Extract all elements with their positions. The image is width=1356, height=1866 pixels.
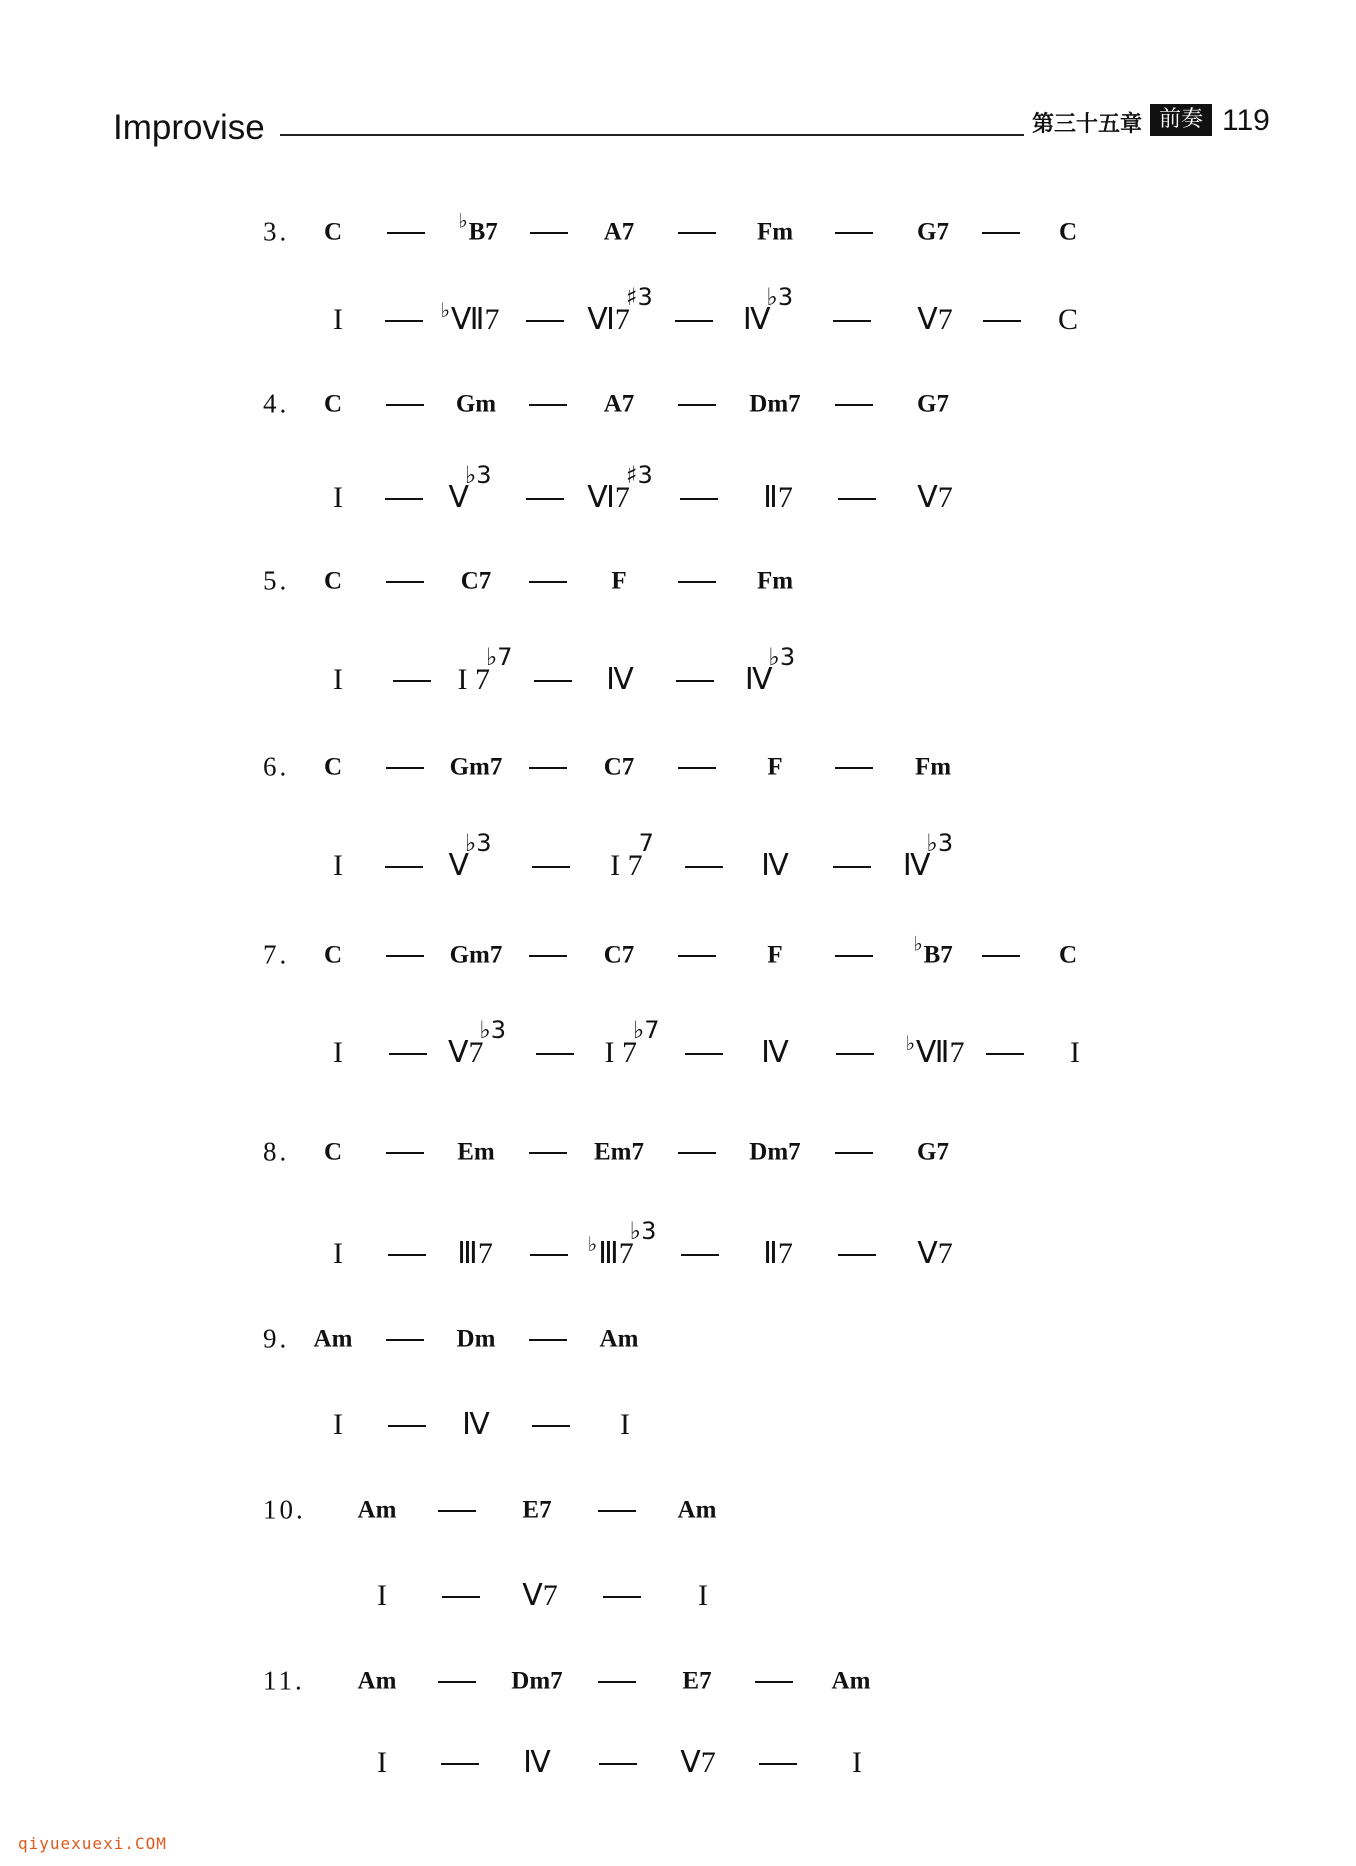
accidental: ♭ [458,208,468,233]
roman-dash [986,1053,1024,1055]
chord-symbol [324,392,342,417]
chord-dash [530,232,568,234]
roman-numeral [587,1217,657,1270]
chord-dash [755,1681,793,1683]
chord-dash [386,1152,424,1154]
roman-numeral [761,851,789,881]
roman-dash [759,1763,797,1765]
chord-symbol [1059,943,1077,968]
chord-dash [982,232,1020,234]
symbol-text: C [323,941,343,969]
chord-dash [678,404,716,406]
roman-dash [442,1596,480,1598]
chord-symbol [324,943,342,968]
symbol-text: C [323,1138,343,1166]
progression-number: 11. [263,1665,305,1696]
roman-numeral [447,1016,507,1069]
symbol-text: I [852,1746,862,1779]
symbol-text: Ⅵ7 [587,481,630,514]
progression-number: 8. [263,1136,290,1167]
symbol-text: Ⅴ7 [917,303,953,336]
roman-numeral [902,829,954,882]
chord-symbol [604,755,635,780]
symbol-text: Ⅴ7 [447,1036,484,1069]
roman-numeral [333,1410,343,1440]
roman-dash [603,1596,641,1598]
chord-dash [835,955,873,957]
symbol-text: Fm [914,753,952,781]
symbol-text: Ⅳ [462,1408,490,1441]
chapter-label: 第三十五章 [1032,112,1143,137]
symbol-text: Ⅳ [902,849,931,882]
symbol-text: I [377,1746,387,1779]
symbol-text: C [1057,303,1079,336]
symbol-text: A7 [603,390,635,418]
roman-dash [838,498,876,500]
chord-symbol [917,220,949,245]
chord-symbol [314,1327,353,1352]
chord-symbol [324,220,342,245]
symbol-text: I [698,1579,708,1612]
roman-numeral [1070,1038,1080,1068]
symbol-text: C [323,218,343,246]
chord-symbol [913,931,953,969]
symbol-text: C [323,567,343,595]
symbol-text: E7 [522,1496,552,1524]
symbol-text: I [333,1237,343,1270]
chord-dash [678,581,716,583]
roman-numeral [448,461,492,514]
symbol-text: I [377,1579,387,1612]
symbol-text: B7 [923,941,953,969]
superscript-alteration: ♭7 [485,643,513,671]
roman-numeral [333,665,343,695]
roman-numeral [333,483,343,513]
roman-numeral [523,1748,551,1778]
chord-dash [678,767,716,769]
symbol-text: Ⅱ7 [763,1237,793,1270]
symbol-text: Ⅴ7 [917,481,953,514]
symbol-text: C [323,390,343,418]
symbol-text: I [333,849,343,882]
symbol-text: Am [599,1325,639,1353]
chord-symbol [611,569,626,594]
roman-dash [526,320,564,322]
symbol-text: Em [457,1138,495,1166]
roman-numeral [604,1016,660,1069]
roman-numeral [742,283,794,336]
roman-numeral [852,1748,862,1778]
roman-dash [385,498,423,500]
chord-symbol [917,392,949,417]
symbol-text: Ⅳ [606,663,634,696]
chord-dash [529,404,567,406]
roman-numeral [522,1581,558,1611]
symbol-text: Ⅱ7 [763,481,793,514]
chord-dash [387,232,425,234]
chord-symbol [767,755,782,780]
symbol-text: Ⅳ [761,1036,789,1069]
roman-numeral [333,305,343,335]
symbol-text: Ⅴ7 [680,1746,716,1779]
symbol-text: G7 [917,1138,949,1166]
symbol-text: Ⅶ7 [450,303,500,336]
symbol-text: Dm7 [749,390,801,418]
accidental: ♭ [440,298,450,322]
header-rule [280,134,1024,136]
roman-dash [532,1425,570,1427]
roman-dash [534,680,572,682]
roman-numeral [587,461,653,514]
chord-symbol [757,569,793,594]
symbol-text: Dm [456,1325,496,1353]
accidental: ♭ [913,931,923,956]
progression-number: 4. [263,388,290,419]
section-badge: 前奏 [1150,104,1212,136]
roman-numeral [377,1581,387,1611]
chord-symbol [594,1140,644,1165]
symbol-text: F [767,753,783,781]
chord-symbol [358,1498,397,1523]
roman-numeral [457,1239,493,1269]
symbol-text: Fm [756,218,794,246]
chord-symbol [450,755,503,780]
chord-dash [598,1510,636,1512]
symbol-text: G7 [917,390,949,418]
chord-symbol [749,1140,800,1165]
chord-dash [678,955,716,957]
roman-numeral [587,283,653,336]
chord-symbol [511,1669,562,1694]
chord-symbol [749,392,800,417]
watermark: qiyuexuexi.COM [18,1834,167,1853]
symbol-text: C [1058,941,1078,969]
roman-numeral [744,643,796,696]
roman-numeral [917,305,953,335]
chord-symbol [450,943,503,968]
roman-numeral [462,1410,490,1440]
symbol-text: Am [831,1667,871,1695]
symbol-text: Am [357,1667,397,1695]
chord-dash [529,767,567,769]
chord-symbol [604,220,635,245]
superscript-alteration: 7 [638,829,654,857]
chord-symbol [604,943,635,968]
progression-number: 5. [263,565,290,596]
chord-dash [386,955,424,957]
accidental: ♭ [587,1232,598,1256]
symbol-text: F [767,941,783,969]
chord-symbol [456,392,496,417]
roman-numeral [333,1239,343,1269]
superscript-alteration: ♭3 [464,829,492,857]
progression-number: 10. [263,1494,306,1525]
chord-symbol [324,755,342,780]
symbol-text: Ⅳ [744,663,773,696]
roman-dash [836,1053,874,1055]
symbol-text: I 7 [604,1036,637,1069]
symbol-text: I 7 [457,663,490,696]
chord-dash [678,1152,716,1154]
superscript-alteration: ♭7 [632,1016,660,1044]
chord-dash [386,1339,424,1341]
chord-symbol [324,569,342,594]
roman-numeral [333,851,343,881]
chord-dash [529,955,567,957]
chord-symbol [457,1140,495,1165]
symbol-text: Gm7 [449,941,503,969]
superscript-alteration: ♭3 [768,643,796,671]
symbol-text: E7 [682,1667,712,1695]
roman-dash [676,680,714,682]
symbol-text: Ⅴ [448,481,469,514]
progression-number: 7. [263,939,290,970]
chord-dash [598,1681,636,1683]
roman-dash [532,866,570,868]
roman-dash [833,320,871,322]
page-number: 119 [1222,104,1270,137]
roman-dash [385,866,423,868]
roman-dash [393,680,431,682]
chord-symbol [757,220,793,245]
roman-dash [530,1254,568,1256]
superscript-alteration: ♭3 [766,283,794,311]
roman-numeral [763,483,793,513]
roman-numeral [610,829,654,882]
chord-dash [529,1339,567,1341]
roman-dash [389,1053,427,1055]
roman-numeral [680,1748,716,1778]
chord-symbol [678,1498,717,1523]
roman-numeral [448,829,492,882]
roman-numeral [917,483,953,513]
symbol-text: A7 [603,218,635,246]
roman-dash [685,866,723,868]
roman-dash [385,320,423,322]
roman-numeral [917,1239,953,1269]
superscript-alteration: ♭3 [464,461,492,489]
roman-dash [675,320,713,322]
symbol-text: Am [357,1496,397,1524]
chord-symbol [461,569,492,594]
chord-symbol [600,1327,639,1352]
chord-symbol [358,1669,397,1694]
roman-dash [685,1053,723,1055]
symbol-text: Gm [455,390,497,418]
roman-numeral [440,298,500,336]
chord-symbol [604,392,635,417]
chord-dash [835,404,873,406]
superscript-alteration: ♭3 [926,829,954,857]
symbol-text: Ⅲ7 [457,1237,493,1270]
chord-symbol [832,1669,871,1694]
symbol-text: Ⅵ7 [587,303,630,336]
symbol-text: I [1070,1036,1080,1069]
roman-dash [536,1053,574,1055]
roman-numeral [333,1038,343,1068]
chord-symbol [324,1140,342,1165]
chord-symbol [522,1498,551,1523]
chord-symbol [458,208,498,246]
roman-numeral [620,1410,630,1440]
symbol-text: C [323,753,343,781]
chord-symbol [917,1140,949,1165]
roman-dash [680,498,718,500]
chord-dash [529,1152,567,1154]
symbol-text: C7 [603,753,635,781]
chord-symbol [915,755,951,780]
roman-dash [599,1763,637,1765]
chord-dash [386,404,424,406]
chord-symbol [1059,220,1077,245]
chord-dash [386,767,424,769]
symbol-text: G7 [917,218,949,246]
accidental: ♭ [905,1031,915,1055]
chord-symbol [682,1669,711,1694]
symbol-text: F [611,567,627,595]
symbol-text: Ⅳ [742,303,771,336]
symbol-text: I [333,1408,343,1441]
roman-dash [388,1254,426,1256]
chord-dash [386,581,424,583]
superscript-alteration: ♯3 [625,283,653,311]
roman-numeral [606,665,634,695]
progression-number: 6. [263,751,290,782]
roman-dash [526,498,564,500]
chord-dash [835,1152,873,1154]
chord-dash [835,232,873,234]
roman-numeral [457,643,513,696]
roman-numeral [377,1748,387,1778]
roman-numeral [763,1239,793,1269]
roman-dash [838,1254,876,1256]
chord-symbol [767,943,782,968]
symbol-text: I [333,303,343,336]
roman-dash [441,1763,479,1765]
progression-number: 3. [263,216,290,247]
symbol-text: Ⅶ7 [915,1036,965,1069]
symbol-text: I [333,481,343,514]
chord-dash [438,1681,476,1683]
symbol-text: Am [313,1325,353,1353]
chord-dash [438,1510,476,1512]
chord-dash [678,232,716,234]
symbol-text: Ⅴ [448,849,469,882]
symbol-text: Dm7 [749,1138,801,1166]
roman-numeral [905,1031,965,1069]
symbol-text: Am [677,1496,717,1524]
superscript-alteration: ♭3 [479,1016,507,1044]
roman-numeral [1058,305,1078,335]
symbol-text: B7 [468,218,498,246]
roman-numeral [761,1038,789,1068]
chord-dash [982,955,1020,957]
symbol-text: Ⅴ7 [522,1579,558,1612]
symbol-text: Dm7 [511,1667,563,1695]
chord-symbol [457,1327,496,1352]
symbol-text: Ⅳ [523,1746,551,1779]
progression-number: 9. [263,1323,290,1354]
chord-dash [529,581,567,583]
superscript-alteration: ♯3 [625,461,653,489]
symbol-text: Fm [756,567,794,595]
symbol-text: C [1058,218,1078,246]
symbol-text: C7 [603,941,635,969]
symbol-text: I 7 [610,849,643,882]
page-title: Improvise [113,108,265,147]
chord-dash [835,767,873,769]
symbol-text: I [333,1036,343,1069]
symbol-text: Ⅲ7 [598,1237,634,1270]
symbol-text: I [620,1408,630,1441]
roman-dash [833,866,871,868]
superscript-alteration: ♭3 [629,1217,657,1245]
roman-dash [388,1425,426,1427]
roman-dash [681,1254,719,1256]
roman-numeral [698,1581,708,1611]
symbol-text: I [333,663,343,696]
symbol-text: Ⅳ [761,849,789,882]
symbol-text: C7 [460,567,492,595]
roman-dash [983,320,1021,322]
symbol-text: Em7 [594,1138,644,1166]
symbol-text: Ⅴ7 [917,1237,953,1270]
symbol-text: Gm7 [449,753,503,781]
